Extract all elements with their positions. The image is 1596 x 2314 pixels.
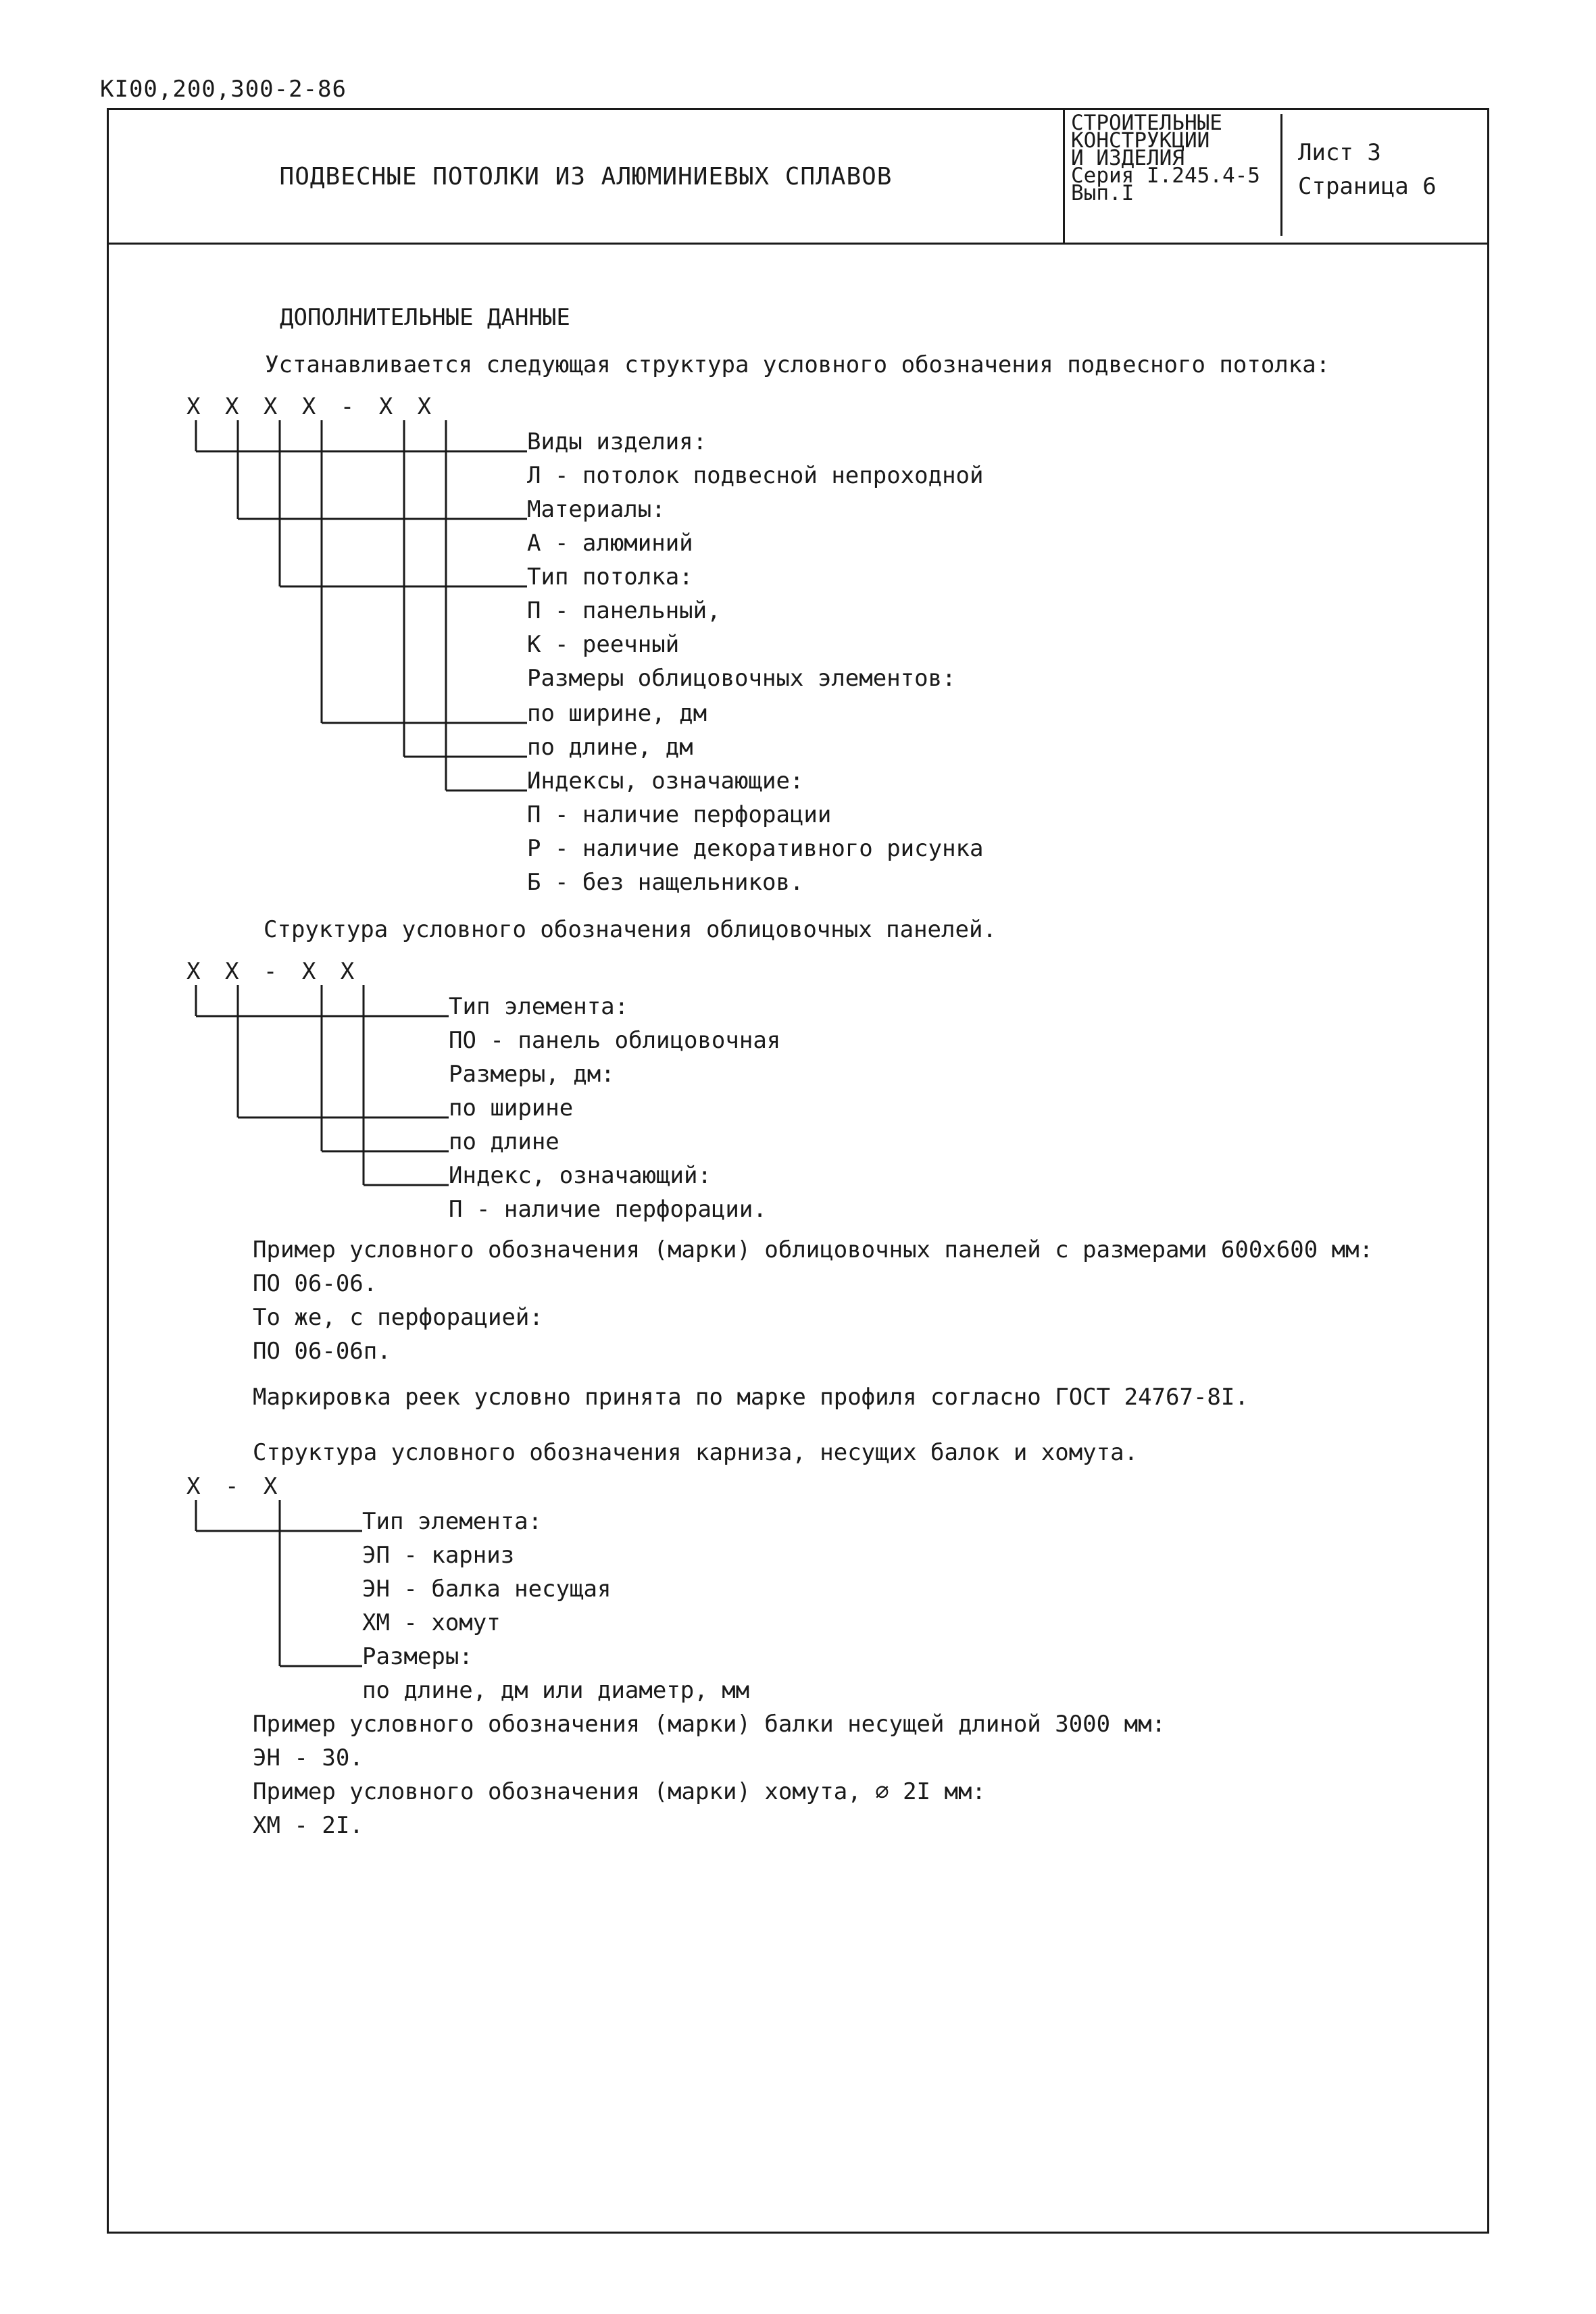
cornice-example-text: Пример условного обозначения (марки) хомута, ⌀ 2I мм:: [253, 1778, 986, 1805]
section-heading: ДОПОЛНИТЕЛЬНЫЕ ДАННЫЕ: [280, 304, 570, 331]
ceiling-line: Индексы, означающие:: [527, 768, 804, 795]
sheet-number: Лист 3: [1298, 139, 1381, 166]
cornice-line: ЭП - карниз: [362, 1542, 515, 1569]
series-line: И ИЗДЕЛИЯ: [1071, 146, 1184, 170]
rail-note: Маркировка реек условно принята по марке профиля согласно ГОСТ 24767-8I.: [253, 1384, 1249, 1411]
ceiling-line: Р - наличие декоративного рисунка: [527, 835, 984, 862]
series-line: Серия I.245.4-5: [1071, 164, 1260, 188]
panel-line: Тип элемента:: [449, 993, 629, 1020]
cornice-line: Размеры:: [362, 1643, 473, 1670]
panel-line: по длине: [449, 1128, 559, 1155]
panel-example-text: Пример условного обозначения (марки) облицовочных панелей с размерами 600х600 мм:: [253, 1236, 1374, 1263]
ceiling-line: Л - потолок подвесной непроходной: [527, 462, 984, 489]
page-number: Страница 6: [1298, 173, 1437, 200]
cornice-example-code: ЭН - 30.: [253, 1744, 364, 1771]
intro-text: Устанавливается следующая структура условного обозначения подвесного потолка:: [265, 351, 1330, 378]
ceiling-line: Размеры облицовочных элементов:: [527, 665, 956, 692]
ceiling-line: Б - без нащельников.: [527, 869, 804, 896]
cornice-example-code: ХМ - 2I.: [253, 1812, 364, 1839]
panel-line: по ширине: [449, 1095, 574, 1122]
cornice-intro: Структура условного обозначения карниза, несущих балок и хомута.: [253, 1439, 1139, 1466]
panel-line: Размеры, дм:: [449, 1061, 615, 1088]
series-line: СТРОИТЕЛЬНЫЕ: [1071, 111, 1222, 135]
panel-line: Индекс, означающий:: [449, 1162, 712, 1189]
cornice-example-text: Пример условного обозначения (марки) балки несущей длиной 3000 мм:: [253, 1711, 1166, 1738]
document-title: ПОДВЕСНЫЕ ПОТОЛКИ ИЗ АЛЮМИНИЕВЫХ СПЛАВОВ: [109, 110, 1065, 243]
panel-brackets: [196, 985, 449, 1185]
cornice-line: ХМ - хомут: [362, 1609, 501, 1636]
series-line: Вып.I: [1071, 181, 1134, 205]
cornice-line: ЭН - балка несущая: [362, 1576, 612, 1603]
panel-code: X X - X X: [186, 958, 360, 985]
ceiling-line: П - наличие перфорации: [527, 801, 832, 828]
cornice-line: по длине, дм или диаметр, мм: [362, 1677, 750, 1704]
series-line: КОНСТРУКЦИИ: [1071, 128, 1210, 153]
ceiling-line: К - реечный: [527, 631, 680, 658]
panel-example-code: ПО 06-06п.: [253, 1338, 391, 1365]
panel-example-code: ПО 06-06.: [253, 1270, 378, 1297]
ceiling-line: Виды изделия:: [527, 428, 707, 455]
panel-intro: Структура условного обозначения облицовочных панелей.: [264, 916, 997, 943]
ceiling-code: X X X X - X X: [186, 393, 437, 420]
ceiling-brackets: [196, 420, 527, 790]
ceiling-line: П - панельный,: [527, 597, 721, 624]
panel-line: ПО - панель облицовочная: [449, 1027, 781, 1054]
panel-line: П - наличие перфорации.: [449, 1196, 767, 1223]
panel-example-text: То же, с перфорацией:: [253, 1304, 543, 1331]
ceiling-line: А - алюминий: [527, 530, 693, 557]
ceiling-line: по длине, дм: [527, 734, 693, 761]
ceiling-line: по ширине, дм: [527, 700, 707, 727]
cornice-code: X - X: [186, 1473, 283, 1500]
ceiling-line: Материалы:: [527, 496, 666, 523]
ceiling-line: Тип потолка:: [527, 563, 693, 590]
document-code: КI00,200,300-2-86: [100, 76, 347, 103]
cornice-line: Тип элемента:: [362, 1508, 543, 1535]
cornice-brackets: [196, 1500, 362, 1666]
